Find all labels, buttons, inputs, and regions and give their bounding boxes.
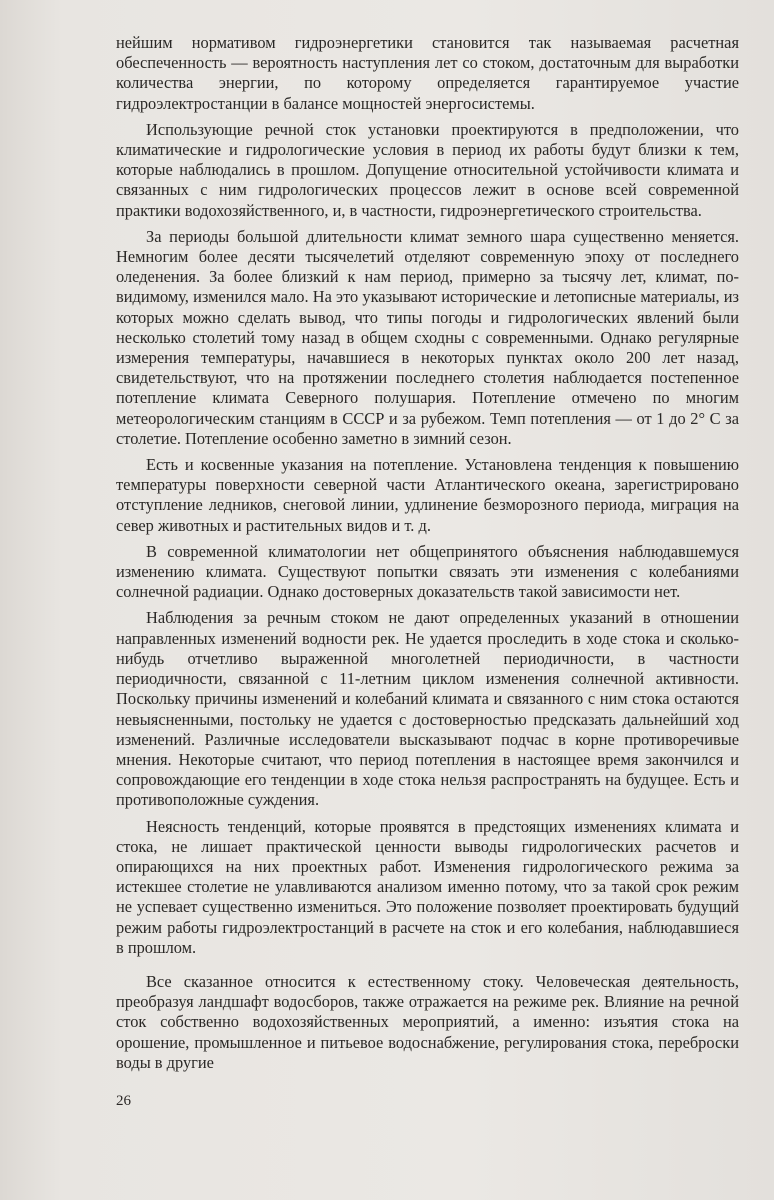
paragraph: Использующие речной сток установки проектируются в предположении, что климатические и гидрологические условия в период их работы будут близки к тем, которые наблюдались в прошлом. Допущение относительной устойчивости климата и связанных с ним гидрологических процессов лежит в основе всей современной практики водохозяйственного, и, в частности, гидроэнергетического строительства. (116, 119, 739, 220)
paragraph: Неясность тенденций, которые проявятся в предстоящих изменениях климата и стока, не лишает практической ценности выводы гидрологических расчетов и опирающихся на них проектных работ. Изменения гидрологического режима за истекшее столетие не улавливаются анализом именно потому, что за такой срок режим не успевает существенно измениться. Это положение позволяет проектировать будущий режим работы гидроэлектростанций в расчете на сток и его колебания, наблюдавшиеся в прошлом. (116, 816, 739, 957)
paragraph: Наблюдения за речным стоком не дают определенных указаний в отношении направленных изменений водности рек. Не удается проследить в ходе стока и сколько-нибудь отчетливо выраженной многолетней периодичности, в частности периодичности, связанной с 11-летним циклом изменения солнечной активности. Поскольку причины изменений и колебаний климата и связанного с ним стока остаются невыясненными, постольку не удается с достоверностью предсказать дальнейший ход изменений. Различные исследователи высказывают подчас в корне противоречивые мнения. Некоторые считают, что период потепления в настоящее время закончился и сопровождающие его тенденции в ходе стока нельзя распространять на будущее. Есть и противоположные суждения. (116, 608, 739, 810)
paragraph: За периоды большой длительности климат земного шара существенно меняется. Немногим более десяти тысячелетий отделяют современную эпоху от последнего оледенения. За более близкий к нам период, примерно за тысячу лет, климат, по-видимому, изменился мало. На это указывают исторические и летописные материалы, из которых можно сделать вывод, что типы погоды и гидрологических явлений были несколько столетий тому назад в общем сходны с современными. Однако регулярные измерения температуры, начавшиеся в некоторых пунктах около 200 лет назад, свидетельствуют, что на протяжении последнего столетия наблюдается постепенное потепление климата Северного полушария. Потепление отмечено по многим метеорологическим станциям в СССР и за рубежом. Темп потепления — от 1 до 2° С за столетие. Потепление особенно заметно в зимний сезон. (116, 226, 739, 448)
paragraph: Все сказанное относится к естественному стоку. Человеческая деятельность, преобразуя ландшафт водосборов, также отражается на режиме рек. Влияние на речной сток собственно водохозяйственных мероприятий, а именно: изъятия стока на орошение, промышленное и питьевое водоснабжение, регулирования стока, переброски воды в другие (116, 971, 739, 1072)
paragraph: нейшим нормативом гидроэнергетики становится так называемая расчетная обеспеченность — вероятность наступления лет со стоком, достаточным для выработки количества энергии, по которому определяется гарантируемое участие гидроэлектростанции в балансе мощностей энергосистемы. (116, 33, 739, 113)
paragraph: Есть и косвенные указания на потепление. Установлена тенденция к повышению температуры поверхности северной части Атлантического океана, зарегистрировано отступление ледников, снеговой линии, удлинение безморозного периода, миграция на север животных и растительных видов и т. д. (116, 455, 739, 535)
page-number: 26 (116, 1093, 131, 1109)
paragraph: В современной климатологии нет общепринятого объяснения наблюдавшемуся изменению климата. Существуют попытки связать эти изменения с колебаниями солнечной радиации. Однако достоверных доказательств такой зависимости нет. (116, 541, 739, 602)
body-text (116, 33, 739, 1079)
